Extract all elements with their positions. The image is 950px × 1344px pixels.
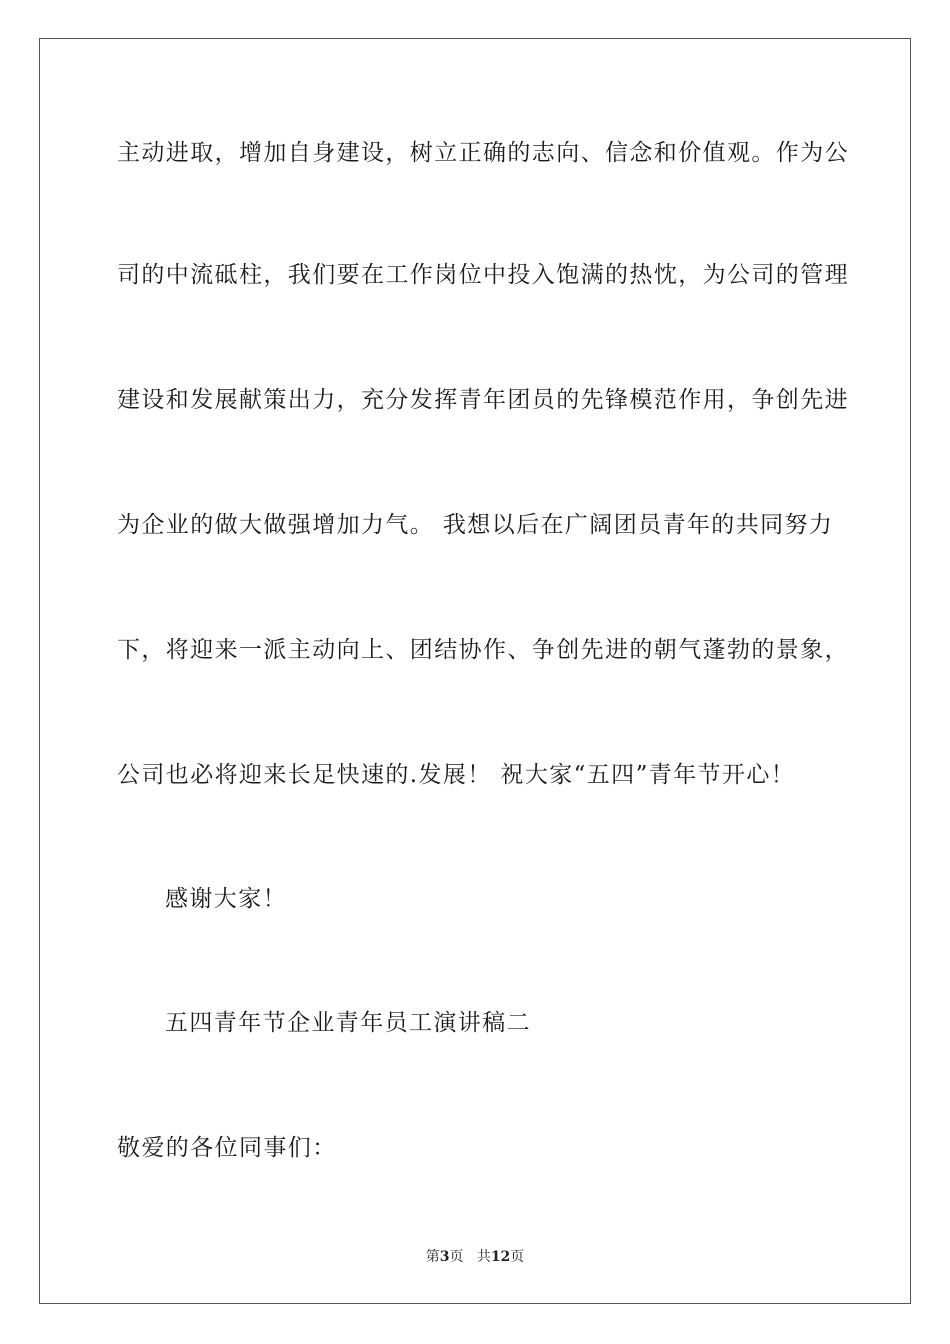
body-line-1: 主动进取，增加自身建设，树立正确的志向、信念和价值观。作为公 xyxy=(117,140,849,166)
page-suffix: 页 xyxy=(449,1249,464,1265)
total-suffix: 页 xyxy=(510,1249,525,1265)
body-line-4: 为企业的做大做强增加力气。 我想以后在广阔团员青年的共同努力 xyxy=(117,512,834,538)
page-prefix: 第 xyxy=(425,1249,440,1265)
page-footer xyxy=(0,1248,950,1266)
body-line-5: 下，将迎来一派主动向上、团结协作、争创先进的朝气蓬勃的景象， xyxy=(117,637,849,663)
salutation-line: 敬爱的各位同事们： xyxy=(117,1135,337,1161)
page-border xyxy=(39,38,911,1304)
thanks-line: 感谢大家！ xyxy=(165,886,287,912)
total-pages: 12 xyxy=(490,1249,511,1265)
current-page-number: 3 xyxy=(439,1249,450,1265)
body-line-3: 建设和发展献策出力，充分发挥青年团员的先锋模范作用，争创先进 xyxy=(117,387,849,413)
section-title: 五四青年节企业青年员工演讲稿二 xyxy=(165,1010,531,1036)
total-prefix: 共 xyxy=(476,1249,491,1265)
body-line-6: 公司也必将迎来长足快速的.发展！ 祝大家“五四”青年节开心！ xyxy=(117,762,796,788)
body-line-2: 司的中流砥柱，我们要在工作岗位中投入饱满的热忱，为公司的管理 xyxy=(117,262,849,288)
